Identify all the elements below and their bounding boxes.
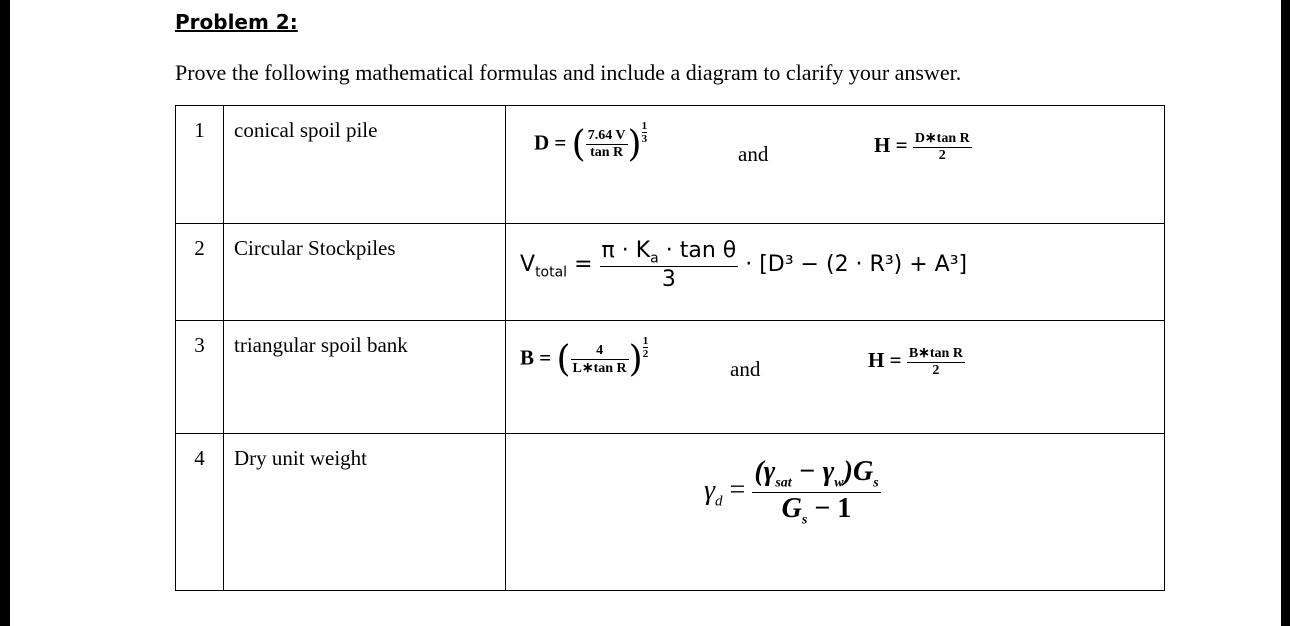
table-row [176,106,1165,224]
table-row [176,321,1165,434]
problem-instructions: Prove the following mathematical formulas and include a diagram to clarify your answer. [175,60,962,85]
row-title: Dry unit weight [224,434,506,591]
row-number: 2 [176,224,224,321]
table-row [176,224,1165,321]
row-number: 1 [176,106,224,224]
row-title: Circular Stockpiles [224,224,506,321]
document-page [10,0,1281,626]
formula-cell [506,321,1165,434]
row-title: conical spoil pile [224,106,506,224]
row-number: 4 [176,434,224,591]
formula-cell [506,434,1165,591]
formula-dry-unit-weight: $\gamma_d$ = $\frac{(\gamma_{sat} - \gamma_w)G_s}{G_s - 1}$ [704,456,879,528]
row-title: triangular spoil bank [224,321,506,434]
formula-table [175,105,1165,591]
and-label: and [730,357,761,381]
formula-h-conical: H = $\frac{\text{D∗tan R}}{2}$ [874,131,970,163]
formula-h-triangular: H = $\frac{\text{B∗tan R}}{2}$ [868,346,963,378]
formula-v-total: $V_{total}$ = $\frac{\pi \cdot K_a \cdot \tan \theta}{3}$ · [D³ − (2 · R³) + A³] [520,238,968,293]
problem-heading: Problem 2: [175,10,298,34]
row-number: 3 [176,321,224,434]
formula-cell [506,224,1165,321]
table-row [176,434,1165,591]
and-label: and [738,142,769,166]
formula-cell [506,106,1165,224]
formula-b-triangular: B = ( $\frac{4}{\text{L∗tan R}}$ ) $\frac{1}{2}$ [520,335,649,380]
formula-d-conical: D = ( $\frac{7.64 V}{\text{tan R}}$ ) $\frac{1}{3}$ [534,120,648,165]
